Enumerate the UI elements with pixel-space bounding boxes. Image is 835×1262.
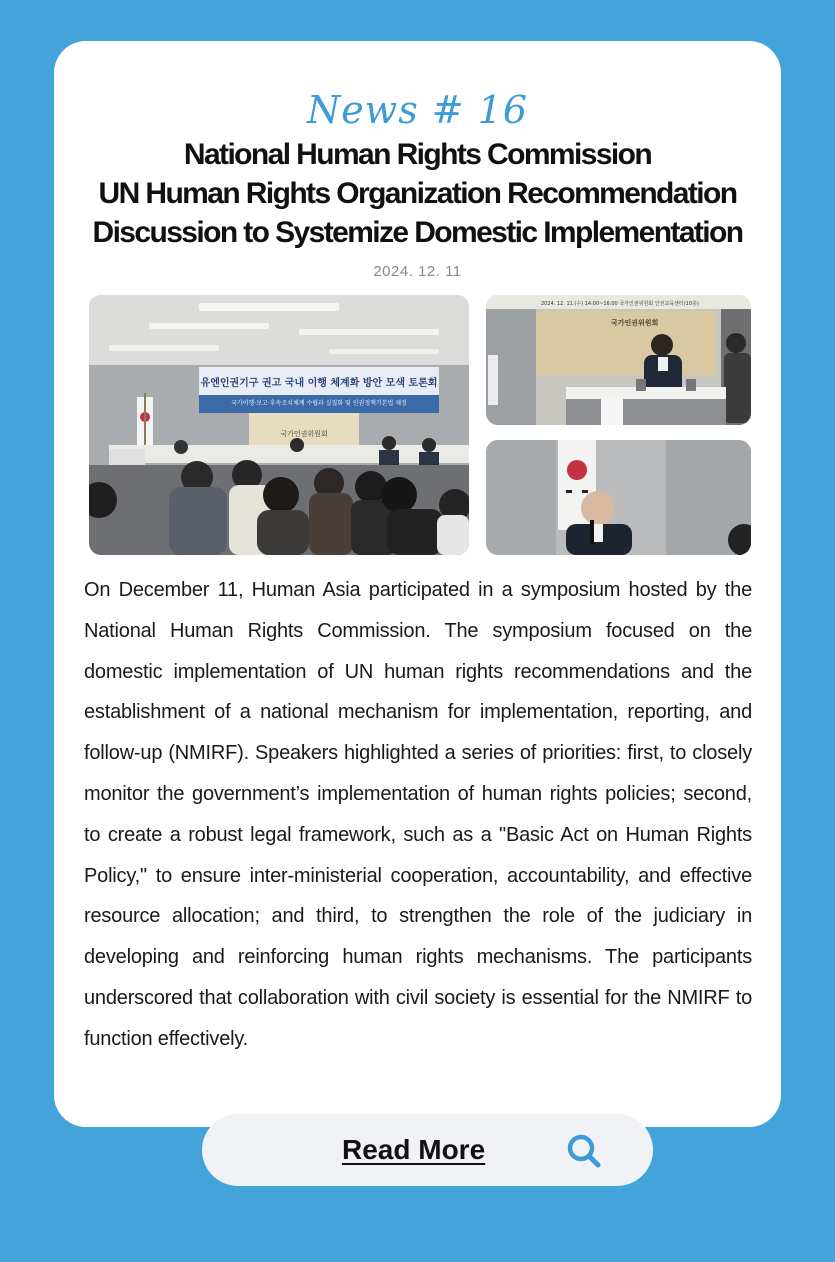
photo-conference-room: [89, 295, 469, 555]
conference-banner-text: 유엔인권기구 권고 국내 이행 체계화 방안 모색 토론회: [200, 378, 438, 389]
conference-banner-subtext: 국가이행·보고·후속조치체계 수립과 실질화 및 인권정책기본법 제정: [231, 400, 407, 407]
news-date: 2024. 12. 11: [373, 263, 462, 280]
news-title-line: UN Human Rights Organization Recommendation: [98, 177, 737, 210]
read-more-label[interactable]: Read More: [342, 1134, 486, 1165]
photo-speaker-podium: [486, 295, 751, 425]
speaker-photo-header-text: 2024. 12. 11.(수) 14:00~16:00 국가인권위원회 인권교육센터(10층): [541, 301, 699, 307]
conference-screen-logo: 국가인권위원회: [280, 430, 328, 438]
search-icon[interactable]: [564, 1131, 604, 1171]
news-title-line: National Human Rights Commission: [183, 138, 652, 171]
news-body-text: On December 11, Human Asia participated in a symposium hosted by the National Human Rights Commission. The symposium focused on the domestic implementation of UN human rights recommendations and the establishment of a national mechanism for implementation, reporting, and follow-up (NMIRF). Speakers highlighted a series of priorities: first, to closely monitor the government’s implementation of human rights policies; second, to create a robust legal framework, such as a "Basic Act on Human Rights Policy," to ensure inter-ministerial cooperation, accountability, and effective resource allocation; and third, to strengthen the role of the judiciary in developing and reinforcing human rights mechanisms. The participants underscored that collaboration with civil society is essential for the NMIRF to function effectively.: [84, 579, 752, 1050]
news-title-line: Discussion to Systemize Domestic Implementation: [92, 216, 743, 249]
news-card: [54, 41, 781, 1127]
speaker-photo-logo-text: 국가인권위원회: [611, 319, 659, 327]
news-number-label: News # 16: [306, 88, 529, 132]
photo-speaker-microphone: [486, 440, 751, 555]
read-more-button[interactable]: [202, 1114, 653, 1186]
news-title: [54, 135, 781, 252]
